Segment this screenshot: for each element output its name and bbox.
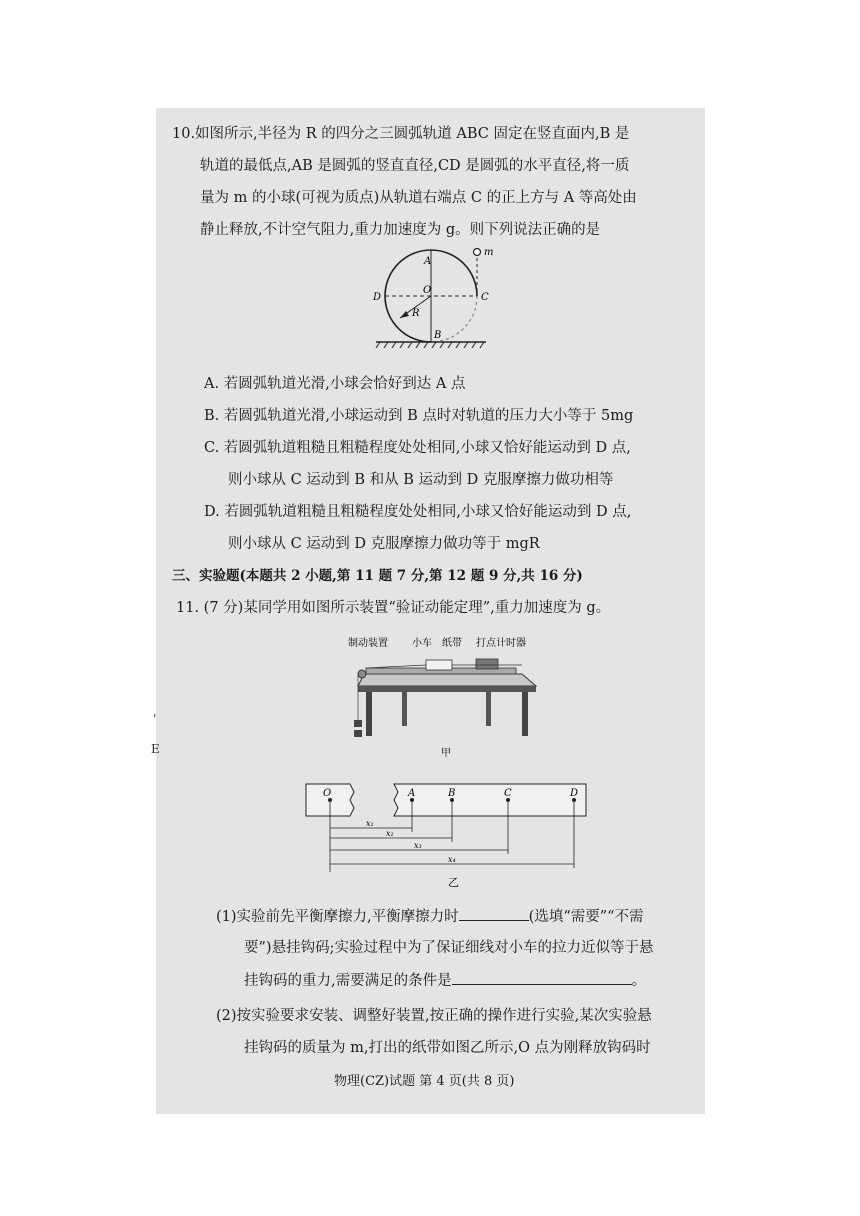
dist-x3: x₃ [414,841,422,850]
margin-mark: E [151,742,160,756]
caption-yi: 乙 [448,876,459,889]
q10-option-d: D. 若圆弧轨道粗糙且粗糙程度处处相同,小球又恰好能运动到 D 点, [204,504,632,520]
table-top [358,674,536,686]
label-m: m [484,247,494,258]
dist-x4: x₄ [448,855,456,864]
timer [476,659,498,669]
q11-part1-line3 [244,970,646,991]
arc-track-figure [373,247,536,368]
point-o: O [323,788,332,799]
label-brake: 制动装置 [348,638,388,649]
hook-weight [354,730,362,737]
label-b: B [434,330,442,341]
point-d: D [570,788,579,799]
q11-part1-c: 要”)悬挂钩码;实验过程中为了保证细线对小车的拉力近似等于悬 [244,940,654,956]
q11-part1-b: (选填“需要”“不需 [528,909,644,925]
table-leg [522,692,528,736]
label-tape: 纸带 [442,638,462,649]
q11-part1-a: (1)实验前先平衡摩擦力,平衡摩擦力时 [216,909,459,925]
caption-jia: 甲 [441,748,451,759]
q11-part1-d: 挂钩码的重力,需要满足的条件是 [244,973,452,989]
cart [426,660,452,670]
table-edge [358,686,536,692]
q11-part1-end: 。 [631,973,647,989]
table-leg [366,692,372,736]
pulley [358,670,366,678]
table-leg [486,692,491,726]
label-a: A [424,256,432,267]
label-r: R [412,308,420,319]
q11-part2-b: 挂钩码的质量为 m,打出的纸带如图乙所示,O 点为刚释放钩码时 [244,1040,651,1056]
ground-hatch [376,342,484,348]
apparatus-figure [336,634,556,760]
tape-right [394,784,586,816]
string [366,665,426,668]
q10-option-b: B. 若圆弧轨道光滑,小球运动到 B 点时对轨道的压力大小等于 5mg [204,408,634,424]
label-o: O [423,285,432,296]
exam-page [156,108,705,1114]
page-footer: 物理(CZ)试题 第 4 页(共 8 页) [334,1074,515,1089]
q10-line-1: 10.如图所示,半径为 R 的四分之三圆弧轨道 ABC 固定在竖直面内,B 是 [172,126,630,142]
margin-mark: ' [153,712,157,726]
q11-part2-a: (2)按实验要求安装、调整好装置,按正确的操作进行实验,某次实验悬 [216,1008,652,1024]
ball-icon [474,249,481,256]
table-leg [402,692,407,726]
q10-line-4: 静止释放,不计空气阻力,重力加速度为 g。则下列说法正确的是 [200,222,601,238]
label-c: C [481,292,489,303]
point-c: C [504,788,512,799]
q10-option-d-cont: 则小球从 C 运动到 D 克服摩擦力做功等于 mgR [228,536,540,552]
point-b: B [448,788,456,799]
q10-line-2: 轨道的最低点,AB 是圆弧的竖直直径,CD 是圆弧的水平直径,将一质 [200,158,630,174]
label-d: D [373,292,382,303]
dist-x1: x₁ [366,819,374,828]
answer-blank-1[interactable] [459,906,529,921]
point-a: A [408,788,416,799]
q10-option-c: C. 若圆弧轨道粗糙且粗糙程度处处相同,小球又恰好能运动到 D 点, [204,440,631,456]
q10-option-c-cont: 则小球从 C 运动到 B 和从 B 运动到 D 克服摩擦力做功相等 [228,472,614,488]
tape-figure [302,780,602,892]
q11-stem: 11. (7 分)某同学用如图所示装置“验证动能定理”,重力加速度为 g。 [176,600,611,616]
label-cart: 小车 [412,638,432,649]
label-timer: 打点计时器 [476,638,526,649]
dist-x2: x₂ [386,829,394,838]
answer-blank-2[interactable] [452,970,632,985]
q10-option-a: A. 若圆弧轨道光滑,小球会恰好到达 A 点 [204,376,466,392]
q10-line-3: 量为 m 的小球(可视为质点)从轨道右端点 C 的正上方与 A 等高处由 [200,190,637,206]
hook-weight [354,720,362,727]
section-heading: 三、实验题(本题共 2 小题,第 11 题 7 分,第 12 题 9 分,共 16 分) [172,568,583,584]
q11-part1-line1 [216,906,644,927]
